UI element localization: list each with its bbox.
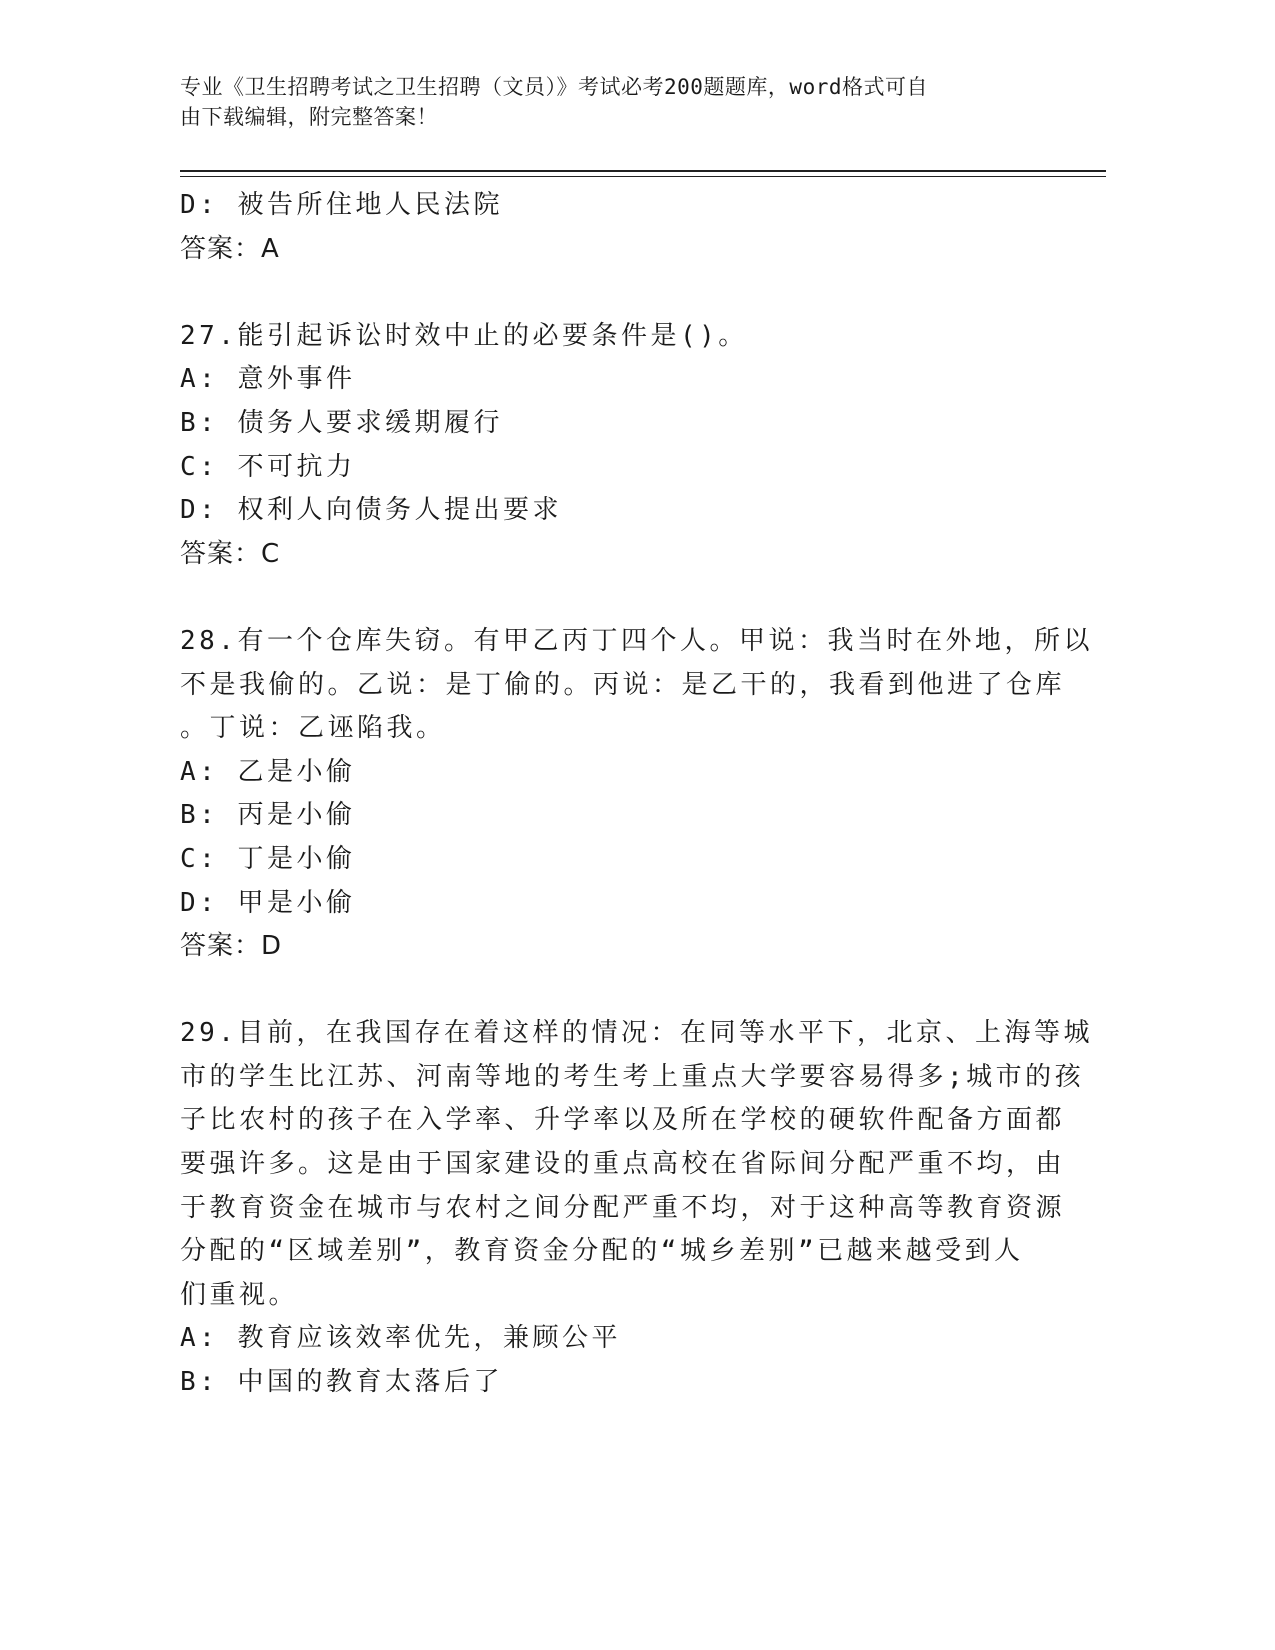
option-b: B: 债务人要求缓期履行 xyxy=(180,407,503,438)
option-d: D: 权利人向债务人提出要求 xyxy=(180,495,562,526)
option-d: D: 甲是小偷 xyxy=(180,887,356,918)
question-text: 27.能引起诉讼时效中止的必要条件是()。 xyxy=(180,320,748,351)
question-block-28 xyxy=(180,620,1093,969)
header-line-1: 专业《卫生招聘考试之卫生招聘（文员）》考试必考200题题库，word格式可自 xyxy=(180,75,928,99)
document-header xyxy=(180,72,1060,132)
option-d: D: 被告所住地人民法院 xyxy=(180,190,503,220)
header-divider-thick xyxy=(180,170,1106,172)
question-block-29 xyxy=(180,1012,1093,1404)
option-b: B: 丙是小偷 xyxy=(180,800,356,831)
question-text-line-1: 29.目前，在我国存在着这样的情况：在同等水平下，北京、上海等城 xyxy=(180,1018,1093,1049)
question-content xyxy=(180,184,1093,1405)
answer-label: 答案：A xyxy=(180,233,280,264)
header-divider-thin xyxy=(180,176,1106,177)
option-a: A: 教育应该效率优先，兼顾公平 xyxy=(180,1323,621,1354)
spacer xyxy=(180,969,1040,1013)
option-c: C: 丁是小偷 xyxy=(180,843,356,874)
option-b: B: 中国的教育太落后了 xyxy=(180,1367,503,1398)
answer-label: 答案：C xyxy=(180,538,281,569)
question-text-line-7: 们重视。 xyxy=(180,1279,299,1310)
spacer xyxy=(180,271,1040,315)
question-text-line-2: 市的学生比江苏、河南等地的考生考上重点大学要容易得多;城市的孩 xyxy=(180,1061,1085,1092)
question-text-line-1: 28.有一个仓库失窃。有甲乙丙丁四个人。甲说：我当时在外地，所以 xyxy=(180,625,1093,656)
question-text-line-3: 子比农村的孩子在入学率、升学率以及所在学校的硬软件配备方面都 xyxy=(180,1105,1066,1136)
question-block-prev xyxy=(180,184,1040,271)
question-text-line-5: 于教育资金在城市与农村之间分配严重不均，对于这种高等教育资源 xyxy=(180,1192,1066,1223)
question-text-line-3: 。丁说：乙诬陷我。 xyxy=(180,713,446,744)
question-text-line-4: 要强许多。这是由于国家建设的重点高校在省际间分配严重不均，由 xyxy=(180,1149,1066,1180)
answer-label: 答案：D xyxy=(180,931,283,962)
option-a: A: 乙是小偷 xyxy=(180,756,356,787)
spacer xyxy=(180,576,1040,620)
option-a: A: 意外事件 xyxy=(180,364,356,395)
question-text-line-6: 分配的“区域差别”，教育资金分配的“城乡差别”已越来越受到人 xyxy=(180,1236,1024,1267)
header-line-2: 由下载编辑，附完整答案！ xyxy=(180,105,438,129)
option-c: C: 不可抗力 xyxy=(180,451,356,482)
question-text-line-2: 不是我偷的。乙说：是丁偷的。丙说：是乙干的，我看到他进了仓库 xyxy=(180,669,1066,700)
question-block-27 xyxy=(180,315,1040,577)
